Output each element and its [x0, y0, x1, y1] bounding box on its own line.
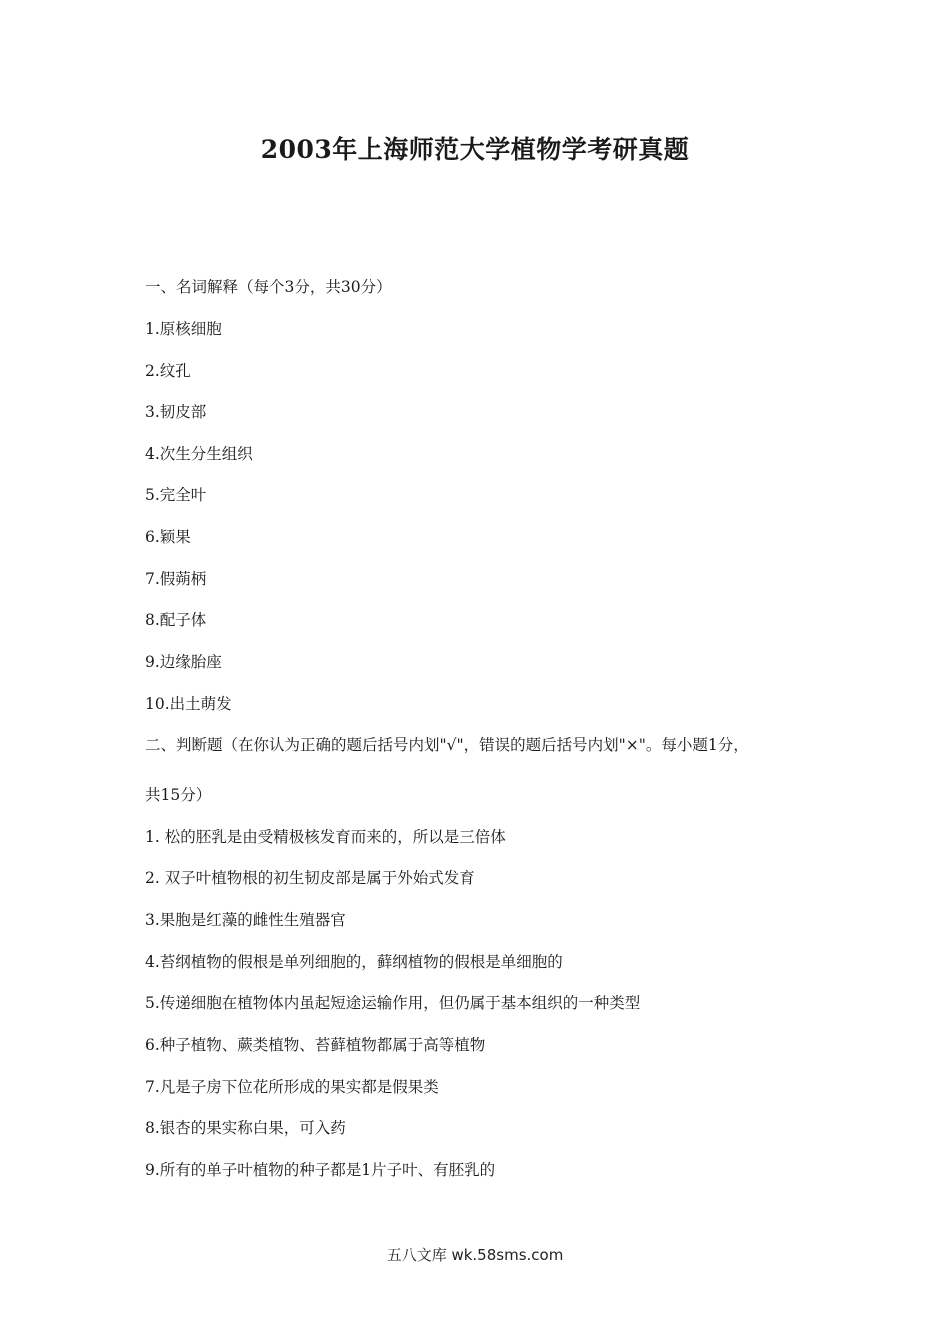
list-item: 8.配子体: [145, 611, 207, 629]
list-item: 10.出土萌发: [145, 695, 232, 713]
list-item: 6.颖果: [145, 528, 191, 546]
list-item: 8.银杏的果实称白果，可入药: [145, 1119, 346, 1137]
list-item: 2. 双子叶植物根的初生韧皮部是属于外始式发育: [145, 869, 475, 887]
list-item: 3.韧皮部: [145, 403, 207, 421]
section1-heading: 一、名词解释（每个3分，共30分）: [145, 278, 392, 296]
list-item: 5.传递细胞在植物体内虽起短途运输作用，但仍属于基本组织的一种类型: [145, 994, 641, 1012]
section2-heading-continued: 共15分）: [145, 786, 212, 804]
list-item: 4.次生分生组织: [145, 445, 253, 463]
list-item: 4.苔纲植物的假根是单列细胞的，藓纲植物的假根是单细胞的: [145, 953, 563, 971]
list-item: 1.原核细胞: [145, 320, 222, 338]
list-item: 2.纹孔: [145, 362, 191, 380]
list-item: 9.边缘胎座: [145, 653, 222, 671]
list-item: 5.完全叶: [145, 486, 207, 504]
list-item: 9.所有的单子叶植物的种子都是1片子叶、有胚乳的: [145, 1161, 496, 1179]
list-item: 7.假蒴柄: [145, 570, 207, 588]
section2-heading: 二、判断题（在你认为正确的题后括号内划"√"，错误的题后括号内划"×"。每小题1分，: [145, 736, 749, 754]
list-item: 6.种子植物、蕨类植物、苔藓植物都属于高等植物: [145, 1036, 486, 1054]
list-item: 7.凡是子房下位花所形成的果实都是假果类: [145, 1078, 439, 1096]
page-footer: 五八文库 wk.58sms.com: [386, 1246, 564, 1264]
list-item: 1. 松的胚乳是由受精极核发育而来的，所以是三倍体: [145, 828, 506, 846]
document-title: 2003年上海师范大学植物学考研真题: [260, 135, 690, 164]
list-item: 3.果胞是红藻的雌性生殖器官: [145, 911, 346, 929]
